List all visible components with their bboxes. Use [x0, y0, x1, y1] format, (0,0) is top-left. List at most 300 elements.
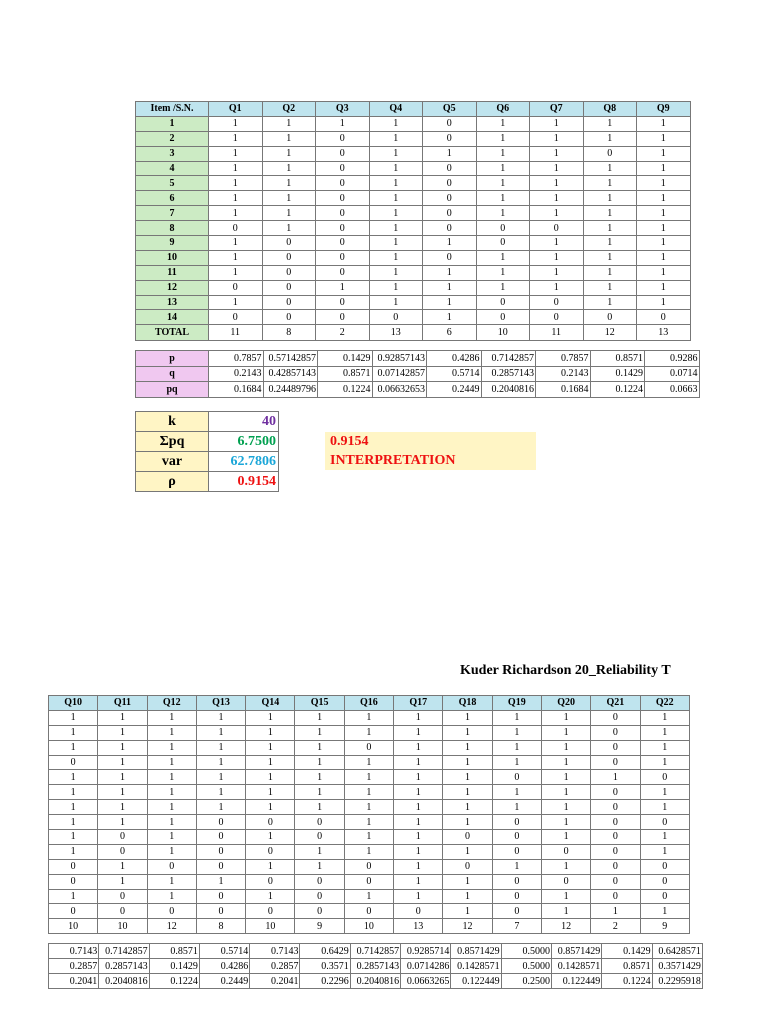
table-cell: 1: [394, 770, 443, 785]
column-header: Q16: [344, 696, 393, 711]
table-cell: 1: [295, 844, 344, 859]
summary-value: 40: [209, 412, 279, 432]
table-cell: 1: [369, 265, 423, 280]
table-cell: 0.2857143: [350, 959, 400, 974]
table-cell: 0.1429: [602, 944, 652, 959]
table-cell: 1: [295, 770, 344, 785]
table-cell: 0.1429: [318, 351, 373, 367]
table-row: [136, 191, 691, 206]
table-cell: 1: [423, 295, 477, 310]
table-cell: 0.1428571: [451, 959, 501, 974]
table-row: [49, 874, 690, 889]
table-cell: 0: [541, 874, 590, 889]
table-cell: 0: [476, 221, 530, 236]
table-cell: 1: [147, 725, 196, 740]
table-cell: 1: [196, 725, 245, 740]
table-cell: 0.7857: [209, 351, 264, 367]
row-label: 1: [136, 116, 209, 131]
table-cell: 1: [49, 844, 98, 859]
table-cell: 0: [98, 844, 147, 859]
table-cell: 0.5000: [501, 959, 551, 974]
table-cell: 0: [196, 889, 245, 904]
table-cell: 12: [541, 919, 590, 934]
table-cell: 1: [591, 770, 640, 785]
table-cell: 1: [492, 725, 541, 740]
summary-table: [135, 411, 279, 492]
table-cell: 1: [583, 295, 637, 310]
table-cell: 1: [530, 131, 584, 146]
table-cell: 1: [640, 800, 689, 815]
table-cell: 0: [476, 310, 530, 325]
table-cell: 1: [246, 725, 295, 740]
table-cell: 0: [316, 295, 370, 310]
table-cell: 0: [262, 265, 316, 280]
table-cell: 1: [394, 740, 443, 755]
table-cell: 0: [344, 859, 393, 874]
table-cell: 1: [541, 830, 590, 845]
table-row: [136, 250, 691, 265]
table-cell: 0: [316, 310, 370, 325]
table-cell: 0.7142857: [481, 351, 536, 367]
table-cell: 0.8571429: [451, 944, 501, 959]
table-cell: 0: [49, 874, 98, 889]
table-cell: 1: [209, 191, 263, 206]
column-header: Q9: [637, 102, 691, 117]
table-cell: 0: [640, 770, 689, 785]
table-cell: 1: [640, 710, 689, 725]
table-cell: 0.2449: [199, 974, 249, 989]
table-cell: 0: [591, 740, 640, 755]
table-cell: 1: [49, 710, 98, 725]
table-cell: 0: [295, 815, 344, 830]
table-cell: 1: [147, 800, 196, 815]
row-label: 2: [136, 131, 209, 146]
column-header: Q12: [147, 696, 196, 711]
column-header: Q6: [476, 102, 530, 117]
row-label: 12: [136, 280, 209, 295]
table-cell: 1: [541, 710, 590, 725]
table-cell: 0.1684: [536, 382, 591, 398]
table-cell: 0: [316, 236, 370, 251]
column-header: Q7: [530, 102, 584, 117]
table-cell: 0: [591, 800, 640, 815]
table-cell: 0: [98, 830, 147, 845]
table-cell: 1: [591, 904, 640, 919]
table-cell: 1: [49, 889, 98, 904]
table-cell: 1: [423, 265, 477, 280]
table-cell: 0: [316, 250, 370, 265]
table-cell: 0: [591, 830, 640, 845]
column-header: Q4: [369, 102, 423, 117]
table-cell: 1: [443, 755, 492, 770]
table-cell: 0.3571: [300, 959, 350, 974]
table-cell: 0: [423, 161, 477, 176]
table-cell: 1: [637, 116, 691, 131]
table-cell: 1: [98, 874, 147, 889]
table-cell: 1: [476, 116, 530, 131]
table-cell: 0: [196, 830, 245, 845]
table-cell: 0.06632653: [372, 382, 427, 398]
table-cell: 1: [369, 295, 423, 310]
table-cell: 0: [262, 295, 316, 310]
table-cell: 1: [394, 800, 443, 815]
table-cell: 0: [640, 889, 689, 904]
summary-row: [136, 452, 279, 472]
table-cell: 1: [492, 800, 541, 815]
table-cell: 0: [492, 815, 541, 830]
column-header: Q18: [443, 696, 492, 711]
table-cell: 1: [637, 250, 691, 265]
column-header: Q3: [316, 102, 370, 117]
table-cell: 1: [530, 265, 584, 280]
result-value: 0.9154: [330, 434, 369, 449]
table-cell: 1: [369, 250, 423, 265]
table-cell: 0: [492, 844, 541, 859]
table-cell: 1: [209, 116, 263, 131]
table-cell: 1: [295, 785, 344, 800]
table-cell: 0.2143: [209, 366, 264, 382]
table-cell: 1: [98, 859, 147, 874]
table-cell: 1: [246, 785, 295, 800]
table-cell: 9: [295, 919, 344, 934]
table-cell: 1: [530, 116, 584, 131]
table-row: [49, 815, 690, 830]
table-cell: 0: [262, 236, 316, 251]
table-cell: 0: [98, 904, 147, 919]
table-cell: 1: [443, 770, 492, 785]
table-cell: 1: [541, 725, 590, 740]
table-cell: 1: [583, 250, 637, 265]
table-cell: 1: [209, 176, 263, 191]
table-row: [136, 280, 691, 295]
table-cell: 0.2295918: [652, 974, 702, 989]
column-header: Q11: [98, 696, 147, 711]
table-cell: 1: [209, 161, 263, 176]
table-cell: 1: [443, 874, 492, 889]
table-cell: 1: [49, 815, 98, 830]
table-cell: 0.57142857: [263, 351, 318, 367]
item-response-table-q10-q22: [48, 695, 690, 934]
table-cell: 1: [262, 161, 316, 176]
table-cell: 0.0663265: [401, 974, 451, 989]
table-cell: 0.2296: [300, 974, 350, 989]
table-cell: 1: [196, 800, 245, 815]
row-label: 5: [136, 176, 209, 191]
item-statistics-table-q1-q9: [135, 350, 700, 398]
table-cell: 1: [98, 755, 147, 770]
table-cell: 0: [147, 859, 196, 874]
table-cell: 1: [246, 830, 295, 845]
table-cell: 1: [476, 146, 530, 161]
table-row: [136, 206, 691, 221]
table-row: [136, 131, 691, 146]
table-cell: 0.07142857: [372, 366, 427, 382]
table-cell: 0: [316, 206, 370, 221]
table-cell: 0: [344, 904, 393, 919]
column-header: Q15: [295, 696, 344, 711]
table-cell: 0: [530, 295, 584, 310]
table-cell: 1: [530, 176, 584, 191]
table-cell: 0.1428571: [551, 959, 601, 974]
table-cell: 0: [196, 844, 245, 859]
table-cell: 0: [423, 116, 477, 131]
table-cell: 1: [98, 800, 147, 815]
table-cell: 0: [640, 874, 689, 889]
table-cell: 8: [196, 919, 245, 934]
header-row: [136, 102, 691, 117]
table-cell: 0: [443, 830, 492, 845]
interpretation-label: INTERPRETATION: [330, 453, 456, 468]
table-cell: 1: [344, 800, 393, 815]
row-label: 7: [136, 206, 209, 221]
table-cell: 1: [443, 844, 492, 859]
table-cell: 2: [316, 325, 370, 341]
table-cell: 0.8571: [318, 366, 373, 382]
table-cell: 1: [583, 131, 637, 146]
table-cell: 0: [530, 221, 584, 236]
summary-label: ρ: [136, 472, 209, 492]
table-cell: 1: [246, 710, 295, 725]
table-cell: 0.2857: [250, 959, 300, 974]
result-box: [325, 432, 536, 470]
table-cell: 0.1429: [149, 959, 199, 974]
table-cell: 1: [209, 206, 263, 221]
stats-row: [136, 351, 700, 367]
table-cell: 1: [49, 785, 98, 800]
table-cell: 0: [316, 131, 370, 146]
table-cell: 0: [476, 295, 530, 310]
table-cell: 1: [246, 800, 295, 815]
table-cell: 1: [49, 830, 98, 845]
table-cell: 0: [423, 191, 477, 206]
table-cell: 0: [262, 310, 316, 325]
table-cell: 1: [423, 146, 477, 161]
table-cell: 1: [443, 889, 492, 904]
table-cell: 0: [492, 889, 541, 904]
table-cell: 1: [583, 176, 637, 191]
table-cell: 1: [492, 740, 541, 755]
column-header: Q14: [246, 696, 295, 711]
table-cell: 1: [637, 236, 691, 251]
table-cell: 0: [583, 146, 637, 161]
table-row: [136, 265, 691, 280]
table-cell: 0: [49, 859, 98, 874]
table-cell: 1: [147, 830, 196, 845]
table-cell: 1: [583, 161, 637, 176]
table-cell: 1: [443, 815, 492, 830]
table-cell: 1: [98, 815, 147, 830]
table-cell: 0: [476, 236, 530, 251]
table-cell: 0.2857: [49, 959, 99, 974]
table-cell: 1: [640, 830, 689, 845]
table-cell: 1: [369, 176, 423, 191]
stats-label: pq: [136, 382, 209, 398]
table-cell: 1: [369, 236, 423, 251]
table-cell: 1: [295, 740, 344, 755]
table-cell: 1: [637, 146, 691, 161]
table-cell: 1: [637, 280, 691, 295]
table-cell: 0: [262, 280, 316, 295]
table-cell: 0: [423, 221, 477, 236]
table-row: [136, 325, 691, 341]
table-cell: 1: [196, 740, 245, 755]
table-cell: 1: [640, 755, 689, 770]
table-cell: 1: [541, 800, 590, 815]
table-cell: 1: [295, 725, 344, 740]
table-cell: 0.7143: [250, 944, 300, 959]
table-cell: 1: [637, 295, 691, 310]
table-cell: 0.8571: [590, 351, 645, 367]
table-cell: 1: [295, 755, 344, 770]
table-cell: 0: [394, 904, 443, 919]
table-cell: 1: [344, 770, 393, 785]
table-cell: 12: [147, 919, 196, 934]
table-row: [136, 295, 691, 310]
table-cell: 0.9285714: [401, 944, 451, 959]
row-label: TOTAL: [136, 325, 209, 341]
table-row: [49, 740, 690, 755]
header-row: [49, 696, 690, 711]
table-cell: 0.1224: [590, 382, 645, 398]
table-cell: 1: [583, 116, 637, 131]
table-row: [136, 221, 691, 236]
table-cell: 1: [637, 161, 691, 176]
table-cell: 0.0714286: [401, 959, 451, 974]
column-header: Q5: [423, 102, 477, 117]
table-cell: 13: [637, 325, 691, 341]
table-cell: 0: [49, 755, 98, 770]
table-cell: 1: [196, 755, 245, 770]
table-cell: 0.92857143: [372, 351, 427, 367]
table-cell: 1: [369, 146, 423, 161]
table-cell: 1: [583, 280, 637, 295]
table-row: [49, 725, 690, 740]
table-cell: 1: [147, 815, 196, 830]
table-cell: 1: [209, 236, 263, 251]
table-cell: 1: [209, 250, 263, 265]
table-cell: 0.1684: [209, 382, 264, 398]
table-cell: 1: [209, 265, 263, 280]
table-cell: 1: [530, 236, 584, 251]
column-header: Q13: [196, 696, 245, 711]
table-cell: 1: [443, 785, 492, 800]
table-cell: 1: [147, 755, 196, 770]
table-cell: 0.122449: [451, 974, 501, 989]
table-cell: 1: [583, 236, 637, 251]
table-cell: 1: [476, 250, 530, 265]
table-cell: 0.4286: [199, 959, 249, 974]
table-cell: 0: [295, 889, 344, 904]
column-header: Q8: [583, 102, 637, 117]
table-cell: 0: [541, 844, 590, 859]
column-header: Q1: [209, 102, 263, 117]
table-cell: 0: [591, 785, 640, 800]
table-cell: 1: [369, 191, 423, 206]
table-cell: 1: [369, 131, 423, 146]
table-cell: 0.6429: [300, 944, 350, 959]
table-row: [136, 116, 691, 131]
table-row: [49, 859, 690, 874]
table-cell: 7: [492, 919, 541, 934]
table-row: [49, 770, 690, 785]
table-cell: 0.2449: [427, 382, 482, 398]
table-cell: 1: [209, 146, 263, 161]
table-cell: 0: [344, 740, 393, 755]
summary-value: 0.9154: [209, 472, 279, 492]
table-cell: 0: [196, 904, 245, 919]
item-response-table-q1-q9: [135, 101, 691, 341]
row-label: 10: [136, 250, 209, 265]
table-cell: 10: [98, 919, 147, 934]
table-cell: 1: [246, 755, 295, 770]
table-cell: 1: [443, 710, 492, 725]
table-row: [49, 830, 690, 845]
table-cell: 1: [476, 161, 530, 176]
table-cell: 1: [423, 236, 477, 251]
table-cell: 1: [492, 755, 541, 770]
table-cell: 1: [640, 725, 689, 740]
table-cell: 1: [394, 859, 443, 874]
summary-label: Σpq: [136, 432, 209, 452]
stats-row: [49, 959, 703, 974]
row-label: 8: [136, 221, 209, 236]
table-cell: 0: [246, 815, 295, 830]
table-cell: 0.2143: [536, 366, 591, 382]
table-cell: 0.6428571: [652, 944, 702, 959]
table-cell: 1: [492, 859, 541, 874]
table-cell: 1: [476, 265, 530, 280]
table-cell: 0: [591, 725, 640, 740]
table-cell: 1: [49, 770, 98, 785]
table-cell: 0: [423, 250, 477, 265]
table-cell: 0: [295, 874, 344, 889]
table-cell: 0: [591, 874, 640, 889]
summary-row: [136, 432, 279, 452]
table-cell: 1: [583, 191, 637, 206]
stats-row: [136, 382, 700, 398]
row-label: 14: [136, 310, 209, 325]
table-cell: 1: [147, 770, 196, 785]
table-cell: 0.0663: [645, 382, 700, 398]
table-cell: 0: [591, 889, 640, 904]
table-cell: 1: [344, 815, 393, 830]
table-cell: 0: [147, 904, 196, 919]
table-cell: 1: [541, 859, 590, 874]
table-cell: 0: [316, 176, 370, 191]
table-cell: 0: [591, 844, 640, 859]
table-cell: 1: [530, 146, 584, 161]
summary-row: [136, 412, 279, 432]
table-cell: 0.8571: [149, 944, 199, 959]
table-cell: 1: [583, 265, 637, 280]
table-cell: 1: [344, 725, 393, 740]
table-cell: 1: [423, 280, 477, 295]
table-cell: 0: [492, 874, 541, 889]
table-row: [49, 889, 690, 904]
column-header: Q2: [262, 102, 316, 117]
table-cell: 0.2041: [250, 974, 300, 989]
table-cell: 1: [541, 904, 590, 919]
table-cell: 1: [246, 740, 295, 755]
table-cell: 0.7143: [49, 944, 99, 959]
stats-label: q: [136, 366, 209, 382]
table-row: [136, 161, 691, 176]
table-cell: 0.1224: [149, 974, 199, 989]
table-cell: 12: [443, 919, 492, 934]
table-cell: 0.2040816: [350, 974, 400, 989]
table-cell: 1: [209, 131, 263, 146]
row-label: 3: [136, 146, 209, 161]
